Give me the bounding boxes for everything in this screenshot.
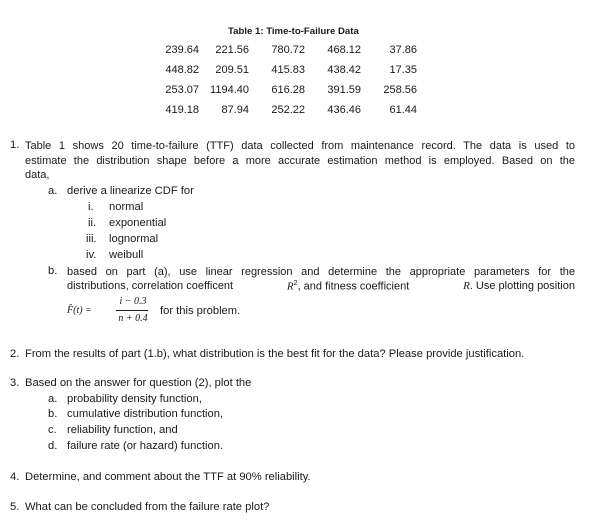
q1-line-3: data,	[25, 169, 50, 181]
q2-number: 2.	[10, 348, 20, 360]
q3-item-reliability: reliability function, and	[67, 424, 178, 436]
q1b-line-2-pre: distributions, correlation coefficent	[67, 280, 234, 292]
q5-number: 5.	[10, 501, 20, 513]
table-cell: 258.56	[383, 84, 417, 96]
q1b-line-1: based on part (a), use linear regression and determine the appropriate parameters for the	[67, 266, 575, 278]
q3-item-pdf: probability density function,	[67, 393, 202, 405]
formula-lhs: F̂(t) =	[67, 305, 92, 316]
q1a-marker: a.	[48, 185, 58, 197]
q1-line-1: Table 1 shows 20 time-to-failure (TTF) data collected from maintenance record. The data is used to	[25, 140, 575, 152]
q1-line-2: estimate the distribution shape before a more accurate estimation method is employed. Based on the	[25, 154, 575, 167]
q3-number: 3.	[10, 377, 20, 389]
ttf-data-table	[155, 40, 417, 120]
q1a-item-weibull: weibull	[109, 249, 144, 261]
table-cell: 448.82	[165, 64, 199, 76]
table-cell: 468.12	[327, 44, 361, 56]
table-cell: 1194.40	[210, 84, 249, 96]
r-symbol: R	[463, 280, 470, 292]
q1a-item-marker: iii.	[86, 233, 97, 245]
q1a-item-exponential: exponential	[109, 217, 167, 229]
table-cell: 415.83	[271, 64, 305, 76]
table-row	[155, 60, 417, 80]
table-title: Table 1: Time-to-Failure Data	[228, 26, 359, 37]
table-cell: 616.28	[271, 84, 305, 96]
table-cell: 87.94	[221, 104, 249, 116]
table-cell: 253.07	[165, 84, 199, 96]
q1a-item-marker: ii.	[88, 217, 97, 229]
q3-item-marker: b.	[48, 408, 58, 420]
table-cell: 780.72	[271, 44, 305, 56]
r-squared-symbol: R	[286, 280, 294, 293]
q1-number: 1.	[10, 139, 20, 151]
q1b-text	[67, 265, 575, 280]
q3-item-cdf: cumulative distribution function,	[67, 408, 224, 420]
q1b-line-2-mid: , and fitness coefficient	[297, 280, 410, 293]
fraction-bar	[116, 310, 148, 311]
table-cell: 61.44	[389, 104, 417, 116]
q1b-line-2-post: . Use plotting position	[469, 280, 575, 292]
q1a-item-marker: i.	[88, 201, 94, 213]
q4-number: 4.	[10, 471, 20, 483]
table-cell: 436.46	[327, 104, 361, 116]
table-cell: 37.86	[389, 44, 417, 56]
q1a-text: derive a linearize CDF for	[67, 185, 194, 197]
table-cell: 209.51	[215, 64, 249, 76]
q3-item-marker: c.	[48, 424, 57, 436]
table-cell: 252.22	[271, 104, 305, 116]
q1b-marker: b.	[48, 265, 58, 277]
q5-text: What can be concluded from the failure rate plot?	[25, 501, 270, 513]
table-cell: 239.64	[165, 44, 199, 56]
table-row	[155, 100, 417, 120]
q2-text: From the results of part (1.b), what distribution is the best fit for the data? Please provide justification.	[25, 348, 525, 360]
q1a-item-lognormal: lognormal	[109, 233, 159, 245]
table-row	[155, 40, 417, 60]
formula-denominator: n + 0.4	[118, 313, 148, 324]
q1a-item-normal: normal	[109, 201, 144, 213]
table-cell: 391.59	[327, 84, 361, 96]
table-cell: 438.42	[327, 64, 361, 76]
q4-text: Determine, and comment about the TTF at 90% reliability.	[25, 471, 311, 483]
q1b-r2-group	[287, 280, 409, 293]
q3-item-marker: d.	[48, 440, 58, 452]
r-squared-exponent: 2	[293, 280, 298, 287]
table-cell: 17.35	[389, 64, 417, 76]
q1b-line-3: for this problem.	[160, 305, 241, 317]
q1-text	[25, 139, 575, 183]
table-cell: 221.56	[215, 44, 249, 56]
q1a-item-marker: iv.	[86, 249, 97, 261]
formula-numerator: i − 0.3	[119, 296, 147, 307]
table-row	[155, 80, 417, 100]
q3-item-hazard: failure rate (or hazard) function.	[67, 440, 224, 452]
table-cell: 419.18	[165, 104, 199, 116]
q3-text: Based on the answer for question (2), plot the	[25, 377, 252, 389]
q3-item-marker: a.	[48, 393, 58, 405]
q1b-line-2	[67, 280, 575, 293]
q1b-r-group	[463, 280, 575, 293]
